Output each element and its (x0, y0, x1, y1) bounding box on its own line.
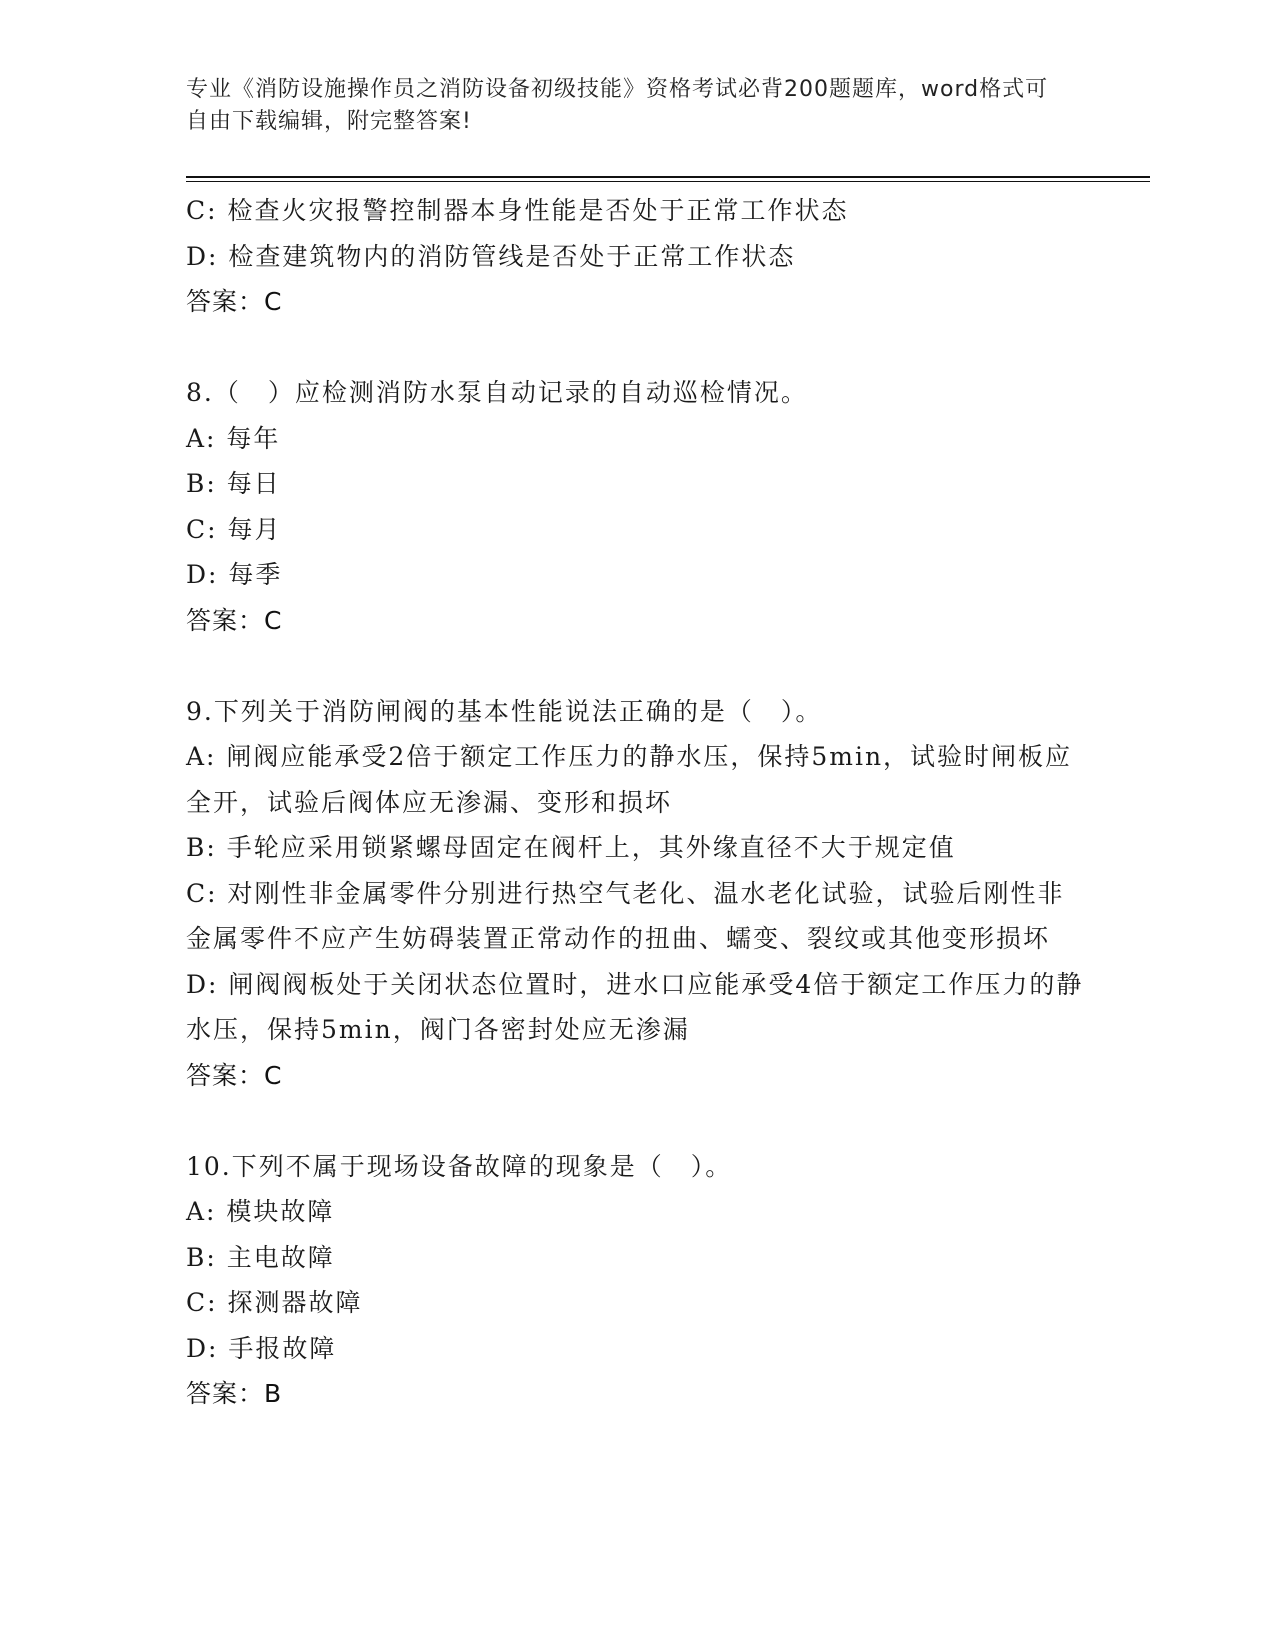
spacer (186, 325, 1086, 371)
question-stem: 10.下列不属于现场设备故障的现象是（ ）。 (186, 1151, 733, 1181)
question-8 (186, 370, 1086, 643)
option-a: A: 模块故障 (186, 1197, 335, 1226)
page-header: 专业《消防设施操作员之消防设备初级技能》资格考试必背200题题库，word格式可自由下载编辑，附完整答案! (186, 77, 1049, 134)
answer: 答案：C (186, 605, 283, 635)
option-c: C: 探测器故障 (186, 1288, 363, 1317)
question-9 (186, 689, 1086, 1099)
option-c: C: 检查火灾报警控制器本身性能是否处于正常工作状态 (186, 196, 849, 225)
option-c: C: 对刚性非金属零件分别进行热空气老化、温水老化试验，试验后刚性非金属零件不应产生妨碍装置正常动作的扭曲、蠕变、裂纹或其他变形损坏 (186, 878, 1065, 953)
question-list (186, 188, 1086, 1417)
option-d: D: 检查建筑物内的消防管线是否处于正常工作状态 (186, 241, 796, 271)
question-stem: 8.（ ）应检测消防水泵自动记录的自动巡检情况。 (186, 378, 808, 407)
answer: 答案：C (186, 287, 283, 316)
option-b: B: 主电故障 (186, 1242, 335, 1272)
option-c: C: 每月 (186, 514, 282, 544)
option-d: D: 手报故障 (186, 1333, 337, 1363)
question-stem: 9.下列关于消防闸阀的基本性能说法正确的是（ ）。 (186, 696, 823, 726)
option-a: A: 闸阀应能承受2倍于额定工作压力的静水压，保持5min，试验时闸板应全开，试验后阀体应无渗漏、变形和损坏 (186, 742, 1073, 817)
spacer (186, 643, 1086, 689)
option-d: D: 每季 (186, 560, 283, 589)
option-d: D: 闸阀阀板处于关闭状态位置时，进水口应能承受4倍于额定工作压力的静水压，保持5min，阀门各密封处应无渗漏 (186, 969, 1084, 1044)
spacer (186, 1098, 1086, 1144)
answer: 答案：B (186, 1379, 283, 1408)
answer: 答案：C (186, 1060, 283, 1090)
header-divider-thick (186, 176, 1150, 178)
option-b: B: 手轮应采用锁紧螺母固定在阀杆上，其外缘直径不大于规定值 (186, 833, 956, 862)
header-divider-thin (186, 181, 1150, 182)
option-a: A: 每年 (186, 423, 281, 453)
question-10 (186, 1144, 1086, 1417)
question-7 (186, 188, 1086, 325)
option-b: B: 每日 (186, 469, 281, 498)
